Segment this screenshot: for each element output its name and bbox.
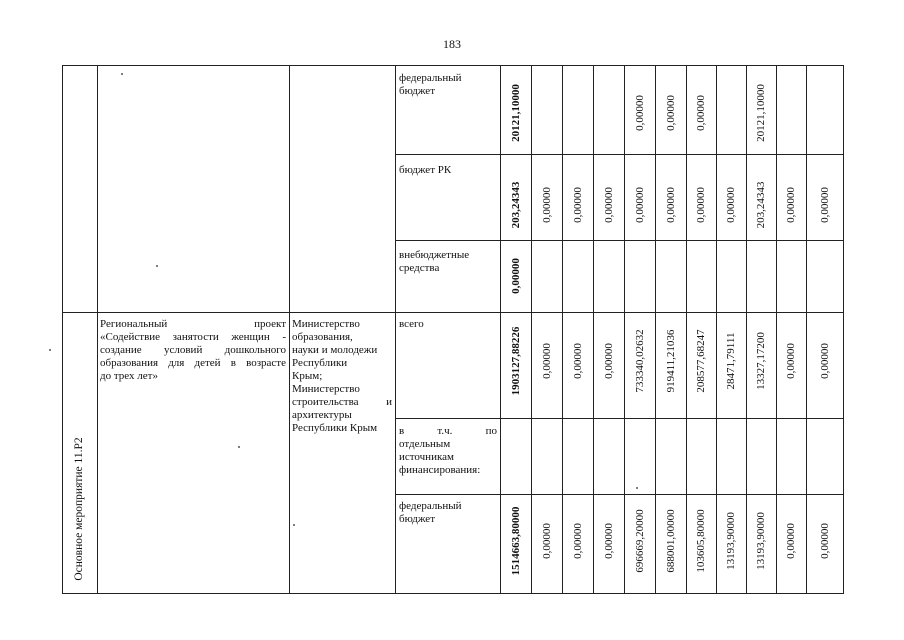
measure-label: Основное мероприятие 11.Р2 [73,437,85,581]
funding-source-label: бюджет РК [399,164,452,176]
funding-source-label: федеральный бюджет [399,72,462,97]
year-value-cell: 0,00000 [695,95,707,131]
year-value-cell: 203,24343 [755,181,767,229]
year-value-cell: 0,00000 [634,95,646,131]
year-value-cell: 0,00000 [819,523,831,559]
source-note-line: источникам [399,451,454,463]
project-line: образования для детей в возрасте [100,357,286,369]
source-note-line: финансирования: [399,464,481,476]
table-border-left [62,65,63,594]
executor-line: Министерство [292,383,360,395]
year-value-cell: 919411,21036 [665,329,677,393]
year-value-cell: 20121,10000 [755,84,767,142]
project-line: Региональный проект [100,318,286,330]
year-value-cell: 103605,80000 [695,509,707,573]
year-value-cell: 13193,90000 [725,512,737,570]
executor-line: Министерство [292,318,360,330]
year-value-cell: 208577,68247 [695,329,707,393]
year-value-cell: 0,00000 [785,523,797,559]
year-value-cell: 733340,02632 [634,329,646,393]
year-value-cell: 13193,90000 [755,512,767,570]
year-value-cell: 0,00000 [785,343,797,379]
project-line: до трех лет» [100,370,158,382]
page-number: 183 [443,37,461,51]
executor-line: Крым; [292,370,323,382]
year-value-cell: 0,00000 [785,187,797,223]
executor-line: строительства и [292,396,392,408]
year-value-cell: 0,00000 [603,523,615,559]
year-value-cell: 0,00000 [725,187,737,223]
executor-line: архитектуры [292,409,352,421]
column-divider [531,65,532,594]
year-value-cell: 0,00000 [819,343,831,379]
source-note-line: в т.ч. по [399,425,497,437]
column-divider [686,65,687,594]
project-line: создание условий дошкольного [100,344,286,356]
funding-source-label: федеральный бюджет [399,500,462,525]
scan-speck [49,349,51,351]
source-note-line: отдельным [399,438,451,450]
column-divider [562,65,563,594]
table-border-bottom [62,593,844,594]
executor-description [292,318,392,435]
year-value-cell: 0,00000 [665,187,677,223]
column-divider [395,65,396,594]
year-value-cell: 0,00000 [634,187,646,223]
total-value-cell: 203,24343 [510,181,522,229]
column-divider [289,65,290,594]
year-value-cell: 0,00000 [541,187,553,223]
year-value-cell: 0,00000 [603,343,615,379]
column-divider [624,65,625,594]
year-value-cell: 0,00000 [541,343,553,379]
funding-source-note [399,425,497,477]
executor-line: науки и молодежи [292,344,378,356]
year-value-cell: 0,00000 [603,187,615,223]
project-line: «Содействие занятости женщин - [100,331,286,343]
scan-speck [293,524,295,526]
column-divider [97,65,98,594]
scan-speck [156,265,158,267]
year-value-cell: 0,00000 [665,95,677,131]
year-value-cell: 0,00000 [572,343,584,379]
year-value-cell: 0,00000 [541,523,553,559]
scan-speck [121,73,123,75]
year-value-cell: 688001,00000 [665,509,677,573]
column-divider [746,65,747,594]
year-value-cell: 0,00000 [572,523,584,559]
column-divider [500,65,501,594]
year-value-cell: 0,00000 [695,187,707,223]
executor-line: образования, [292,331,353,343]
column-divider [593,65,594,594]
table-border-right [843,65,844,594]
column-divider [776,65,777,594]
year-value-cell: 0,00000 [572,187,584,223]
scan-speck [636,487,638,489]
total-value-cell: 20121,10000 [510,84,522,142]
funding-source-label: всего [399,318,424,330]
project-description [100,318,286,383]
column-divider [806,65,807,594]
year-value-cell: 0,00000 [819,187,831,223]
year-value-cell: 13327,17200 [755,332,767,390]
executor-line: Республики Крым [292,422,378,434]
block-divider [62,312,844,313]
scan-speck [238,446,240,448]
column-divider [716,65,717,594]
year-value-cell: 696669,20000 [634,509,646,573]
total-value-cell: 1514663,80000 [510,506,522,576]
year-value-cell: 28471,79111 [725,332,737,390]
table-border-top [62,65,844,66]
total-value-cell: 1903127,88226 [510,326,522,396]
total-value-cell: 0,00000 [510,258,522,294]
column-divider [655,65,656,594]
funding-source-label: внебюджетные средства [399,249,470,274]
executor-line: Республики [292,357,348,369]
